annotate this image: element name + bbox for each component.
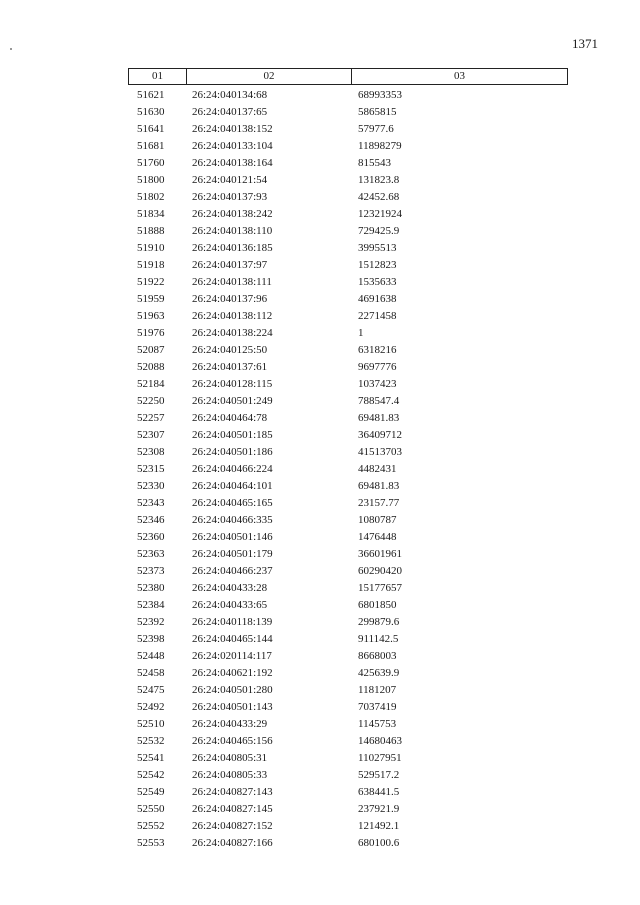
table-cell: 26:24:040805:33	[192, 769, 268, 781]
table-cell: 52458	[137, 667, 165, 679]
table-cell: 6801850	[358, 599, 397, 611]
table-cell: 52492	[137, 701, 165, 713]
table-cell: 26:24:040137:65	[192, 106, 268, 118]
table-cell: 51976	[137, 327, 165, 339]
table-cell: 2271458	[358, 310, 397, 322]
table-cell: 1037423	[358, 378, 397, 390]
table-cell: 638441.5	[358, 786, 400, 798]
table-cell: 26:24:040433:65	[192, 599, 268, 611]
table-cell: 5865815	[358, 106, 397, 118]
table-header	[128, 68, 568, 85]
table-row	[128, 750, 568, 767]
table-cell: 51834	[137, 208, 165, 220]
table-row	[128, 818, 568, 835]
table-cell: 51959	[137, 293, 165, 305]
table-row	[128, 291, 568, 308]
table-cell: 4482431	[358, 463, 397, 475]
table-cell: 60290420	[358, 565, 402, 577]
table-cell: 51681	[137, 140, 165, 152]
table-cell: 26:24:040464:78	[192, 412, 268, 424]
table-cell: 8668003	[358, 650, 397, 662]
table-cell: 1	[358, 327, 364, 339]
table-cell: 52257	[137, 412, 165, 424]
table-row	[128, 597, 568, 614]
table-cell: 131823.8	[358, 174, 400, 186]
table-row	[128, 512, 568, 529]
table-cell: 52541	[137, 752, 165, 764]
table-cell: 12321924	[358, 208, 402, 220]
table-cell: 52392	[137, 616, 165, 628]
table-row	[128, 274, 568, 291]
table-cell: 26:24:040138:242	[192, 208, 273, 220]
table-cell: 911142.5	[358, 633, 399, 645]
table-cell: 51630	[137, 106, 165, 118]
table-cell: 52550	[137, 803, 165, 815]
table-cell: 26:24:040465:156	[192, 735, 273, 747]
table-cell: 26:24:040501:143	[192, 701, 273, 713]
table-cell: 788547.4	[358, 395, 400, 407]
table-cell: 1476448	[358, 531, 397, 543]
table-cell: 52363	[137, 548, 165, 560]
table-row	[128, 682, 568, 699]
table-cell: 52330	[137, 480, 165, 492]
table-body	[128, 87, 568, 852]
table-cell: 26:24:040466:237	[192, 565, 273, 577]
table-cell: 26:24:040827:143	[192, 786, 273, 798]
table-cell: 51922	[137, 276, 165, 288]
table-row	[128, 699, 568, 716]
table-cell: 52553	[137, 837, 165, 849]
table-cell: 26:24:040501:186	[192, 446, 273, 458]
table-row	[128, 665, 568, 682]
table-row	[128, 580, 568, 597]
table-row	[128, 206, 568, 223]
table-cell: 26:24:040137:97	[192, 259, 268, 271]
table-cell: 26:24:040465:165	[192, 497, 273, 509]
table-cell: 729425.9	[358, 225, 400, 237]
table-cell: 1080787	[358, 514, 397, 526]
table-cell: 26:24:040138:111	[192, 276, 272, 288]
table-cell: 680100.6	[358, 837, 400, 849]
table-row	[128, 189, 568, 206]
table-cell: 52343	[137, 497, 165, 509]
table-cell: 51918	[137, 259, 165, 271]
table-row	[128, 359, 568, 376]
table-cell: 26:24:040138:224	[192, 327, 273, 339]
table-cell: 425639.9	[358, 667, 400, 679]
table-cell: 26:24:040137:61	[192, 361, 268, 373]
table-row	[128, 138, 568, 155]
table-row	[128, 325, 568, 342]
table-row	[128, 223, 568, 240]
table-row	[128, 393, 568, 410]
table-cell: 26:24:040805:31	[192, 752, 268, 764]
table-cell: 529517.2	[358, 769, 400, 781]
table-cell: 52307	[137, 429, 165, 441]
table-cell: 1512823	[358, 259, 397, 271]
table-cell: 36409712	[358, 429, 402, 441]
table-cell: 52315	[137, 463, 165, 475]
table-cell: 26:24:040501:179	[192, 548, 273, 560]
table-row	[128, 376, 568, 393]
table-cell: 26:24:040464:101	[192, 480, 273, 492]
table-cell: 52184	[137, 378, 165, 390]
table-cell: 121492.1	[358, 820, 400, 832]
table-cell: 69481.83	[358, 480, 400, 492]
table-row	[128, 121, 568, 138]
table-cell: 57977.6	[358, 123, 394, 135]
column-header-03: 03	[454, 70, 465, 82]
table-cell: 52398	[137, 633, 165, 645]
table-cell: 51910	[137, 242, 165, 254]
table-cell: 51621	[137, 89, 165, 101]
table-cell: 51760	[137, 157, 165, 169]
table-cell: 36601961	[358, 548, 402, 560]
table-cell: 52380	[137, 582, 165, 594]
table-row	[128, 172, 568, 189]
table-cell: 51888	[137, 225, 165, 237]
table-cell: 51800	[137, 174, 165, 186]
table-cell: 26:24:040136:185	[192, 242, 273, 254]
table-row	[128, 614, 568, 631]
table-cell: 26:24:040138:152	[192, 123, 273, 135]
table-row	[128, 155, 568, 172]
table-row	[128, 461, 568, 478]
table-cell: 51802	[137, 191, 165, 203]
table-cell: 52250	[137, 395, 165, 407]
table-cell: 52532	[137, 735, 165, 747]
table-cell: 11027951	[358, 752, 402, 764]
table-cell: 15177657	[358, 582, 402, 594]
table-cell: 52087	[137, 344, 165, 356]
table-cell: 52542	[137, 769, 165, 781]
table-row	[128, 529, 568, 546]
table-cell: 52360	[137, 531, 165, 543]
table-cell: 815543	[358, 157, 391, 169]
table-cell: 1181207	[358, 684, 397, 696]
table-cell: 26:24:040501:146	[192, 531, 273, 543]
table-row	[128, 478, 568, 495]
table-row	[128, 801, 568, 818]
table-cell: 69481.83	[358, 412, 400, 424]
table-row	[128, 784, 568, 801]
table-cell: 26:24:040621:192	[192, 667, 273, 679]
table-cell: 9697776	[358, 361, 397, 373]
table-row	[128, 257, 568, 274]
table-row	[128, 648, 568, 665]
table-cell: 26:24:040466:335	[192, 514, 273, 526]
table-cell: 26:24:020114:117	[192, 650, 272, 662]
table-row	[128, 563, 568, 580]
table-cell: 26:24:040118:139	[192, 616, 273, 628]
table-cell: 7037419	[358, 701, 397, 713]
column-header-01: 01	[129, 69, 187, 84]
table-cell: 52552	[137, 820, 165, 832]
table-row	[128, 767, 568, 784]
scan-speck	[10, 48, 12, 50]
table-cell: 4691638	[358, 293, 397, 305]
table-cell: 26:24:040433:29	[192, 718, 268, 730]
table-cell: 26:24:040137:96	[192, 293, 268, 305]
table-cell: 26:24:040827:166	[192, 837, 273, 849]
table-row	[128, 716, 568, 733]
table-cell: 52510	[137, 718, 165, 730]
table-cell: 26:24:040465:144	[192, 633, 273, 645]
table-row	[128, 410, 568, 427]
table-cell: 26:24:040827:145	[192, 803, 273, 815]
table-row	[128, 733, 568, 750]
table-row	[128, 308, 568, 325]
table-cell: 26:24:040125:50	[192, 344, 268, 356]
table-cell: 299879.6	[358, 616, 400, 628]
table-cell: 52549	[137, 786, 165, 798]
table-cell: 52373	[137, 565, 165, 577]
table-cell: 26:24:040128:115	[192, 378, 273, 390]
table-cell: 52088	[137, 361, 165, 373]
table-cell: 52308	[137, 446, 165, 458]
table-cell: 26:24:040501:249	[192, 395, 273, 407]
table-cell: 26:24:040138:112	[192, 310, 273, 322]
table-cell: 68993353	[358, 89, 402, 101]
table-cell: 26:24:040121:54	[192, 174, 268, 186]
table-cell: 26:24:040133:104	[192, 140, 273, 152]
table-cell: 1535633	[358, 276, 397, 288]
table-cell: 237921.9	[358, 803, 400, 815]
table-row	[128, 546, 568, 563]
table-cell: 14680463	[358, 735, 402, 747]
table-cell: 3995513	[358, 242, 397, 254]
table-row	[128, 87, 568, 104]
table-cell: 26:24:040466:224	[192, 463, 273, 475]
table-cell: 26:24:040827:152	[192, 820, 273, 832]
table-row	[128, 631, 568, 648]
table-cell: 6318216	[358, 344, 397, 356]
table-row	[128, 104, 568, 121]
page-number: 1371	[572, 36, 598, 51]
table-row	[128, 240, 568, 257]
table-cell: 26:24:040138:164	[192, 157, 273, 169]
table-cell: 23157.77	[358, 497, 400, 509]
table-cell: 26:24:040134:68	[192, 89, 268, 101]
table-cell: 42452.68	[358, 191, 400, 203]
table-cell: 41513703	[358, 446, 402, 458]
table-cell: 26:24:040501:280	[192, 684, 273, 696]
table-cell: 1145753	[358, 718, 397, 730]
table-row	[128, 427, 568, 444]
table-cell: 51641	[137, 123, 165, 135]
table-cell: 26:24:040138:110	[192, 225, 273, 237]
table-cell: 52475	[137, 684, 165, 696]
table-cell: 52346	[137, 514, 165, 526]
column-header-02: 02	[187, 69, 352, 84]
table-cell: 52448	[137, 650, 165, 662]
table-row	[128, 342, 568, 359]
table-cell: 26:24:040137:93	[192, 191, 268, 203]
table-cell: 51963	[137, 310, 165, 322]
table-row	[128, 444, 568, 461]
table-cell: 26:24:040433:28	[192, 582, 268, 594]
table-cell: 11898279	[358, 140, 402, 152]
table-row	[128, 495, 568, 512]
table-row	[128, 835, 568, 852]
table-cell: 52384	[137, 599, 165, 611]
table-cell: 26:24:040501:185	[192, 429, 273, 441]
